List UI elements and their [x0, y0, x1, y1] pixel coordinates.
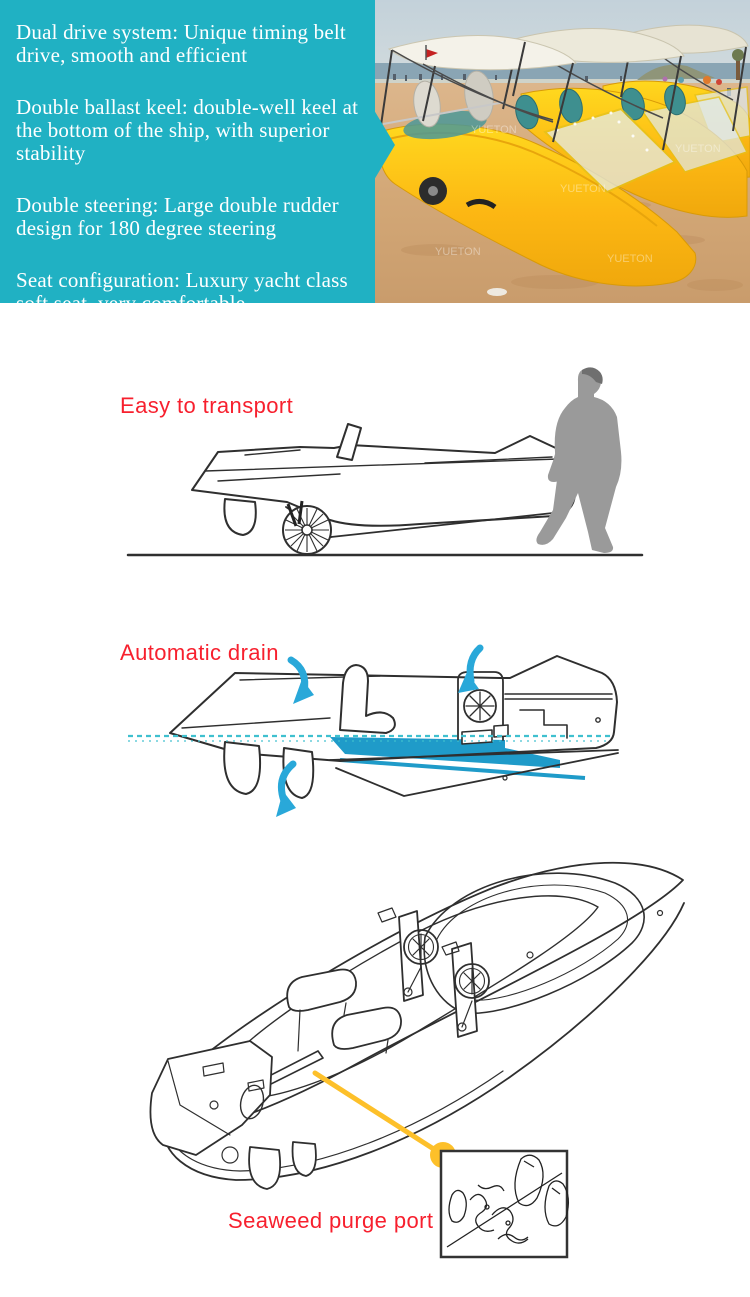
purge-port-inset	[441, 1151, 568, 1257]
keel-fin	[224, 742, 260, 794]
callout-line	[315, 1073, 443, 1155]
transport-section-title: Easy to transport	[120, 393, 294, 418]
keel-fin	[224, 499, 255, 535]
watermark-text: YUETON	[675, 143, 721, 155]
feature-item: Double steering: Large double rudder design for 180 degree steering	[16, 193, 339, 240]
drain-section-title: Automatic drain	[120, 640, 279, 665]
watermark-text: YUETON	[435, 246, 481, 258]
stern-transom	[150, 1041, 272, 1155]
watermark-text: YUETON	[607, 253, 653, 265]
drain-diagram	[0, 620, 750, 820]
watermark-text: YUETON	[471, 124, 517, 136]
callout-arrow-icon	[374, 110, 395, 180]
transport-diagram	[0, 360, 750, 570]
seaweed-section-title: Seaweed purge port	[228, 1208, 434, 1233]
watermark-text: YUETON	[560, 183, 606, 195]
beach-photo	[375, 0, 750, 303]
feature-item: Seat configuration: Luxury yacht class soft seat, very comfortable	[16, 268, 348, 315]
feature-item: Dual drive system: Unique timing belt drive, smooth and efficient	[16, 20, 346, 67]
pedal-console	[452, 943, 477, 1037]
rudder-fin	[293, 1142, 316, 1176]
rudder-fin	[249, 1147, 280, 1189]
seat-back	[332, 1008, 401, 1050]
seaweed-diagram	[0, 855, 750, 1265]
feature-list-box	[0, 0, 375, 315]
feature-item: Double ballast keel: double-well keel at the bottom of the ship, with superior stability	[16, 95, 359, 165]
